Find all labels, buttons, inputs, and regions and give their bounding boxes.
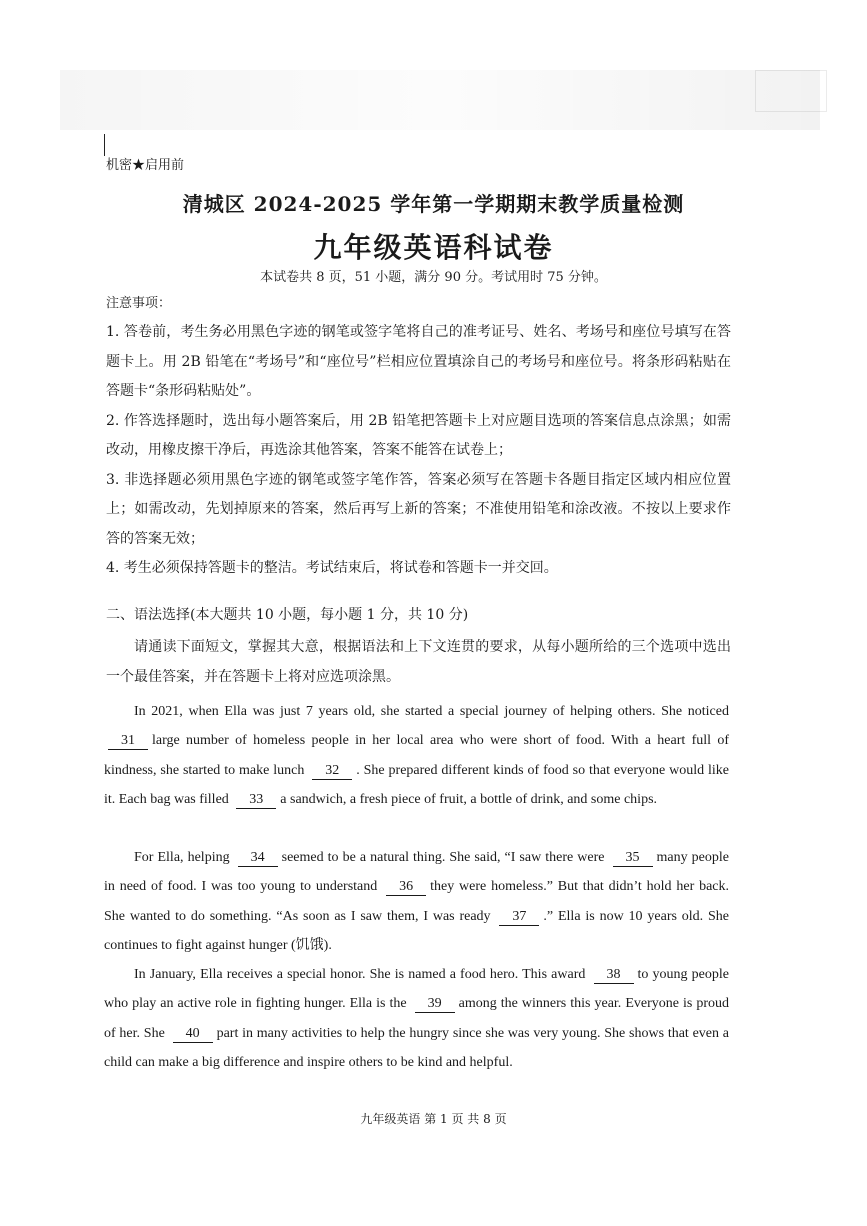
note-item: 1. 答卷前，考生务必用黑色字迹的钢笔或签字笔将自己的准考证号、姓名、考场号和座位号填写在答题卡上。用 2B 铅笔在“考场号”和“座位号”栏相应位置填涂自己的考场号和座位号。将条形码粘贴在答题卡“条形码粘贴处”。 xyxy=(106,324,731,399)
blank-36: 36 xyxy=(386,879,426,896)
passage-text: In 2021, when Ella was just 7 years old, she started a special journey of helping others. She noticed xyxy=(134,704,729,719)
scan-mark xyxy=(755,70,827,112)
blank-34: 34 xyxy=(238,850,278,867)
page-footer: 九年级英语 第 1 页 共 8 页 xyxy=(360,1112,507,1126)
blank-33: 33 xyxy=(236,792,276,809)
note-item: 3. 非选择题必须用黑色字迹的钢笔或签字笔作答，答案必须写在答题卡各题目指定区域内相应位置上；如需改动，先划掉原来的答案，然后再写上新的答案；不准使用铅笔和涂改液。不按以上要求作答的答案无效； xyxy=(106,471,731,547)
passage-text: seemed to be a natural thing. She said, “I saw there were xyxy=(281,850,605,865)
passage-paragraph-1 xyxy=(104,697,729,814)
passage-text: large number of homeless people in her local area who were short of food. With a heart full of kindness, she started to make lunch xyxy=(104,733,729,778)
exam-subtitle: 九年级英语科试卷 xyxy=(313,231,554,264)
blank-31: 31 xyxy=(108,733,148,750)
passage-text: For Ella, helping xyxy=(134,850,230,865)
margin-mark xyxy=(104,134,105,156)
section-heading: 二、语法选择(本大题共 10 小题，每小题 1 分，共 10 分) xyxy=(106,607,469,623)
passage-text: among the winners this year. Everyone is proud of her. She xyxy=(104,996,730,1041)
passage-text: . She prepared different kinds of food so that everyone would like it. Each bag was filled xyxy=(104,762,729,807)
notes-list xyxy=(106,318,731,584)
notes-heading: 注意事项： xyxy=(106,296,172,311)
passage-text: they were homeless.” But that didn’t hold her back. She wanted to do something. “As soon as I saw them, I was ready xyxy=(104,879,730,924)
exam-info: 本试卷共 8 页，51 小题，满分 90 分。考试用时 75 分钟。 xyxy=(260,270,607,285)
blank-35: 35 xyxy=(613,850,653,867)
section-instruction: 请通读下面短文，掌握其大意，根据语法和上下文连贯的要求，从每小题所给的三个选项中选出一个最佳答案，并在答题卡上将对应选项涂黑。 xyxy=(106,639,731,685)
confidential-label: 机密★启用前 xyxy=(106,158,185,173)
passage-text: In January, Ella receives a special honor. She is named a food hero. This award xyxy=(134,967,586,982)
passage-text: many people in need of food. I was too young to understand xyxy=(104,850,729,895)
blank-38: 38 xyxy=(594,967,634,984)
scan-shadow xyxy=(60,70,820,130)
blank-32: 32 xyxy=(312,763,352,780)
passage-text: .” Ella is now 10 years old. She continues to fight against hunger (饥饿). xyxy=(104,908,730,953)
passage-text: to young people who play an active role in fighting hunger. Ella is the xyxy=(104,967,729,1012)
note-item: 2. 作答选择题时，选出每小题答案后，用 2B 铅笔把答题卡上对应题目选项的答案信息点涂黑；如需改动，用橡皮擦干净后，再选涂其他答案，答案不能答在试卷上； xyxy=(106,412,731,458)
passage-paragraph-3 xyxy=(104,960,729,1077)
blank-39: 39 xyxy=(415,996,455,1013)
blank-40: 40 xyxy=(173,1026,213,1043)
passage-paragraph-2 xyxy=(104,843,729,960)
passage-text: part in many activities to help the hungry since she was very young. She shows that even a child can make a big difference and inspire others to be kind and helpful. xyxy=(104,1025,730,1070)
note-item: 4. 考生必须保持答题卡的整洁。考试结束后，将试卷和答题卡一并交回。 xyxy=(106,560,558,576)
blank-37: 37 xyxy=(499,909,539,926)
exam-title: 清城区 2024-2025 学年第一学期期末教学质量检测 xyxy=(182,192,685,216)
passage-text: a sandwich, a fresh piece of fruit, a bottle of drink, and some chips. xyxy=(280,791,658,807)
